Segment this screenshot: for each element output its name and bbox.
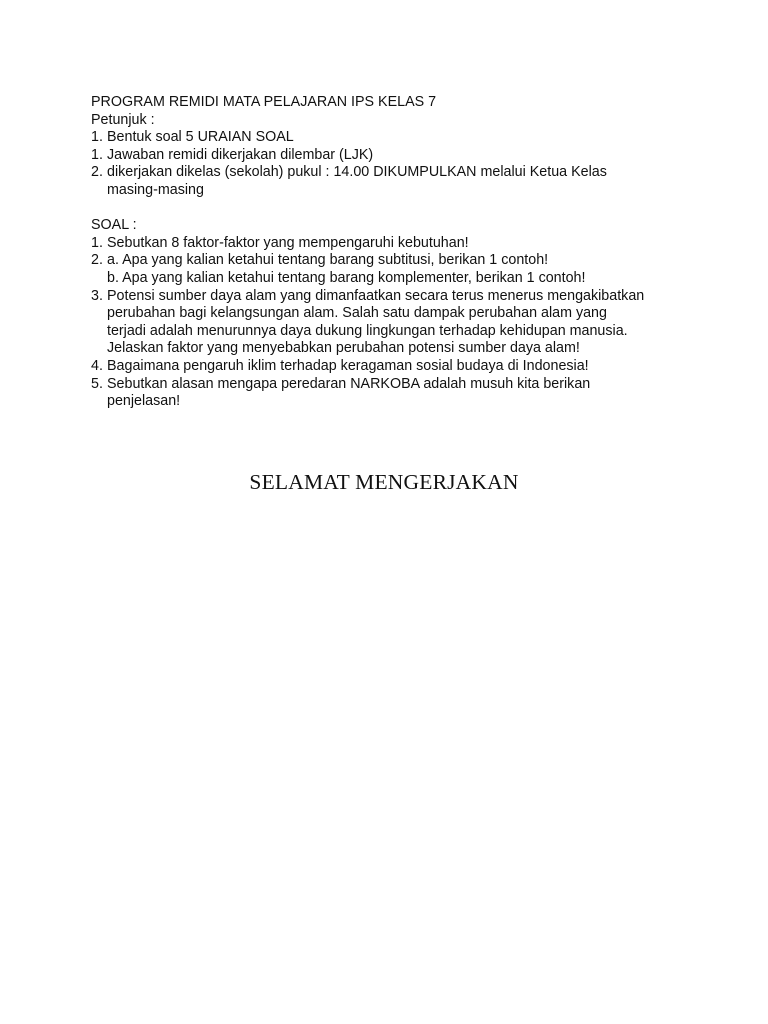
soal-label: SOAL :: [91, 217, 137, 234]
item-text: Bentuk soal 5 URAIAN SOAL: [107, 129, 294, 146]
petunjuk-label: Petunjuk :: [91, 111, 155, 128]
item-text: Bagaimana pengaruh iklim terhadap keragaman sosial budaya di Indonesia!: [107, 357, 589, 374]
item-number: 1.: [91, 129, 103, 146]
soal-item: [91, 288, 731, 358]
petunjuk-item: [91, 147, 731, 165]
soal-item: [91, 235, 731, 253]
soal-item: [91, 358, 731, 376]
item-number: 5.: [91, 375, 103, 392]
item-text: Sebutkan alasan mengapa peredaran NARKOBA adalah musuh kita berikan: [107, 375, 591, 392]
soal-list: [91, 235, 731, 411]
item-text: a. Apa yang kalian ketahui tentang barang subtitusi, berikan 1 contoh!: [107, 252, 549, 269]
item-number: 2.: [91, 252, 103, 269]
item-text: b. Apa yang kalian ketahui tentang barang komplementer, berikan 1 contoh!: [107, 269, 586, 286]
petunjuk-item: [91, 129, 731, 147]
document-title: PROGRAM REMIDI MATA PELAJARAN IPS KELAS 7: [91, 94, 437, 110]
item-number: 2.: [91, 164, 103, 181]
item-number: 4.: [91, 357, 103, 374]
item-text: Sebutkan 8 faktor-faktor yang mempengaruhi kebutuhan!: [107, 234, 469, 251]
item-number: 1.: [91, 146, 103, 163]
petunjuk-item: [91, 164, 731, 199]
item-text: masing-masing: [107, 181, 204, 198]
item-text: Potensi sumber daya alam yang dimanfaatkan secara terus menerus mengakibatkan: [107, 287, 645, 304]
item-text: dikerjakan dikelas (sekolah) pukul : 14.00 DIKUMPULKAN melalui Ketua Kelas: [107, 164, 607, 181]
item-text: Jelaskan faktor yang menyebabkan perubahan potensi sumber daya alam!: [107, 340, 580, 357]
item-number: 3.: [91, 287, 103, 304]
item-text: penjelasan!: [107, 393, 181, 410]
item-text: terjadi adalah menurunnya daya dukung lingkungan terhadap kehidupan manusia.: [107, 322, 628, 339]
soal-item: [91, 252, 731, 270]
document-body: [91, 94, 731, 411]
soal-item: [91, 270, 731, 288]
item-text: Jawaban remidi dikerjakan dilembar (LJK): [107, 146, 374, 163]
item-number: 1.: [91, 234, 103, 251]
item-text: perubahan bagi kelangsungan alam. Salah satu dampak perubahan alam yang: [107, 305, 607, 322]
petunjuk-list: [91, 129, 731, 199]
soal-item: [91, 376, 731, 411]
closing-text: SELAMAT MENGERJAKAN: [249, 470, 519, 494]
